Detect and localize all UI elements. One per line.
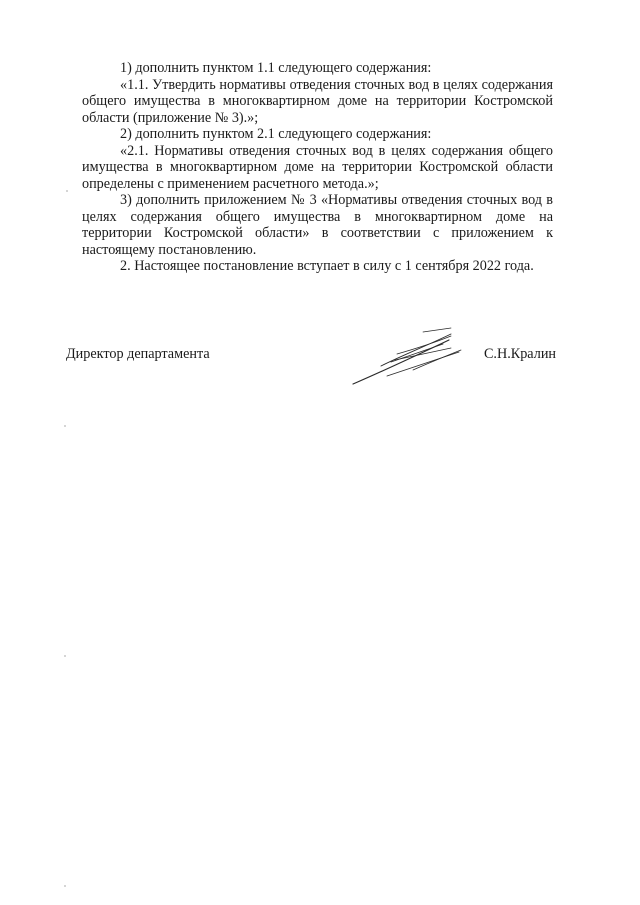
paragraph-item-2-1: «2.1. Нормативы отведения сточных вод в целях содержания общего имущества в многоквартирном доме на территории Костромской области определены с применением расчетного метода.»; xyxy=(82,142,553,192)
paragraph-item-2: 2) дополнить пунктом 2.1 следующего содержания: xyxy=(120,126,432,142)
signatory-position: Директор департамента xyxy=(66,346,210,362)
paragraph-effective-date: 2. Настоящее постановление вступает в силу с 1 сентября 2022 года. xyxy=(120,258,534,274)
paragraph-item-1-1: «1.1. Утвердить нормативы отведения сточных вод в целях содержания общего имущества в многоквартирном доме на территории Костромской области (приложение № 3).»; xyxy=(82,76,553,126)
signatory-name: С.Н.Кралин xyxy=(483,346,556,362)
signature-block xyxy=(66,344,556,394)
scan-speck xyxy=(64,885,66,887)
scan-speck xyxy=(66,190,68,192)
paragraph-item-3: 3) дополнить приложением № 3 «Нормативы отведения сточных вод в целях содержания общего имущества в многоквартирном доме на территории Костромской области» в соответствии с приложением к настоящему постановлению. xyxy=(82,192,553,258)
scan-speck xyxy=(64,425,66,427)
scan-speck xyxy=(64,655,66,657)
document-body xyxy=(82,60,553,275)
handwritten-signature xyxy=(351,326,466,388)
paragraph-item-1: 1) дополнить пунктом 1.1 следующего содержания: xyxy=(120,60,432,76)
